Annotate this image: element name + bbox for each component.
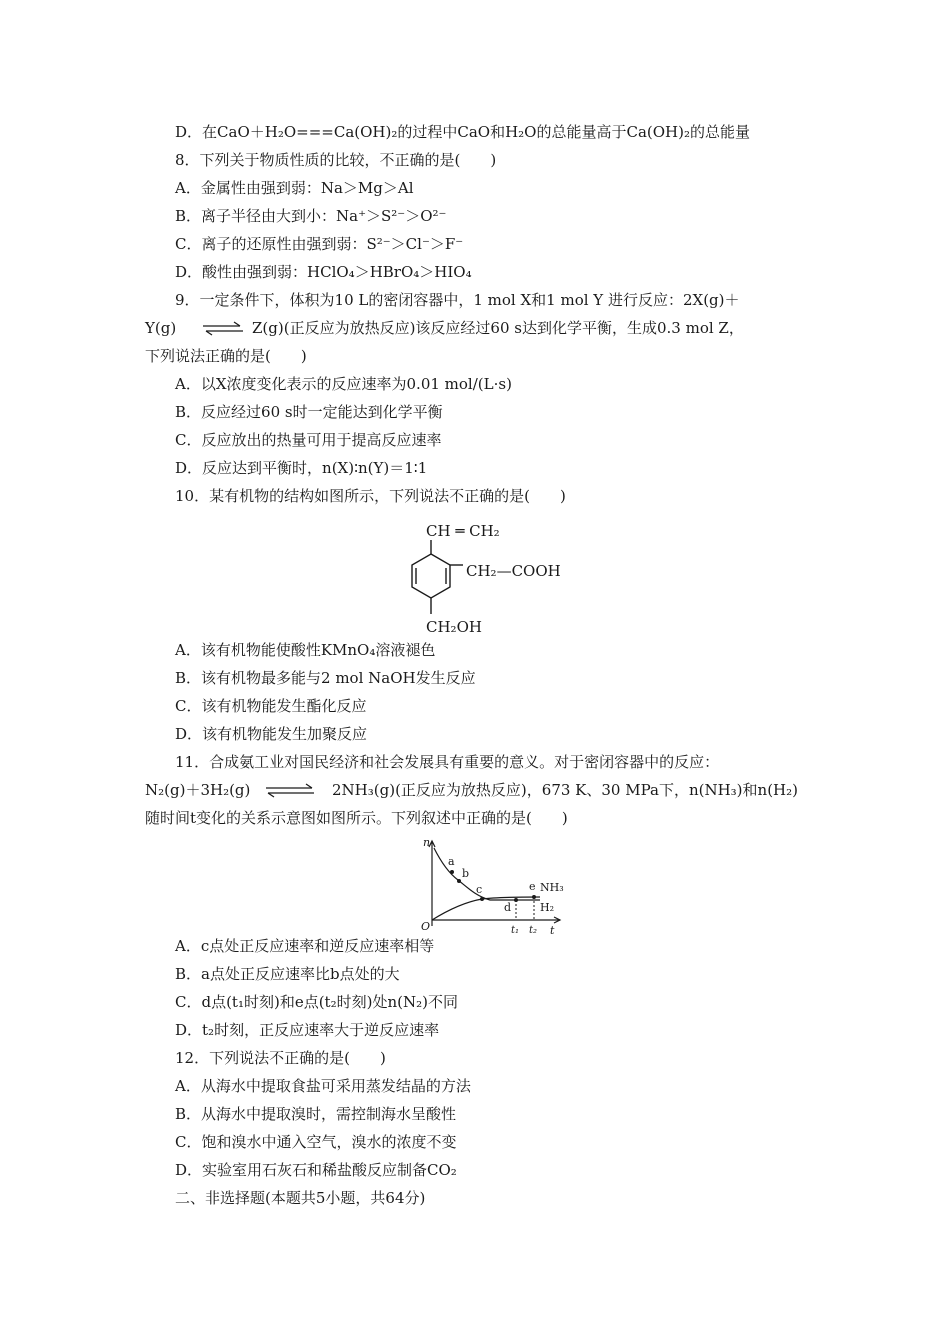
- q11-reactants: N₂(g)＋3H₂(g): [145, 781, 251, 799]
- point-b: [457, 879, 461, 883]
- x-axis-label: t: [550, 924, 555, 936]
- q9-stem-reactant: Y(g): [145, 319, 177, 337]
- section-heading: 二、非选择题(本题共5小题，共64分): [175, 1189, 426, 1207]
- point-a: [450, 870, 454, 874]
- h2-label: H₂: [540, 901, 555, 914]
- q9-stem-line2: Z(g)(正反应为放热反应)该反应经过60 s达到化学平衡，生成0.3 mol Z，: [252, 319, 744, 337]
- q11-option-a: A．c点处正反应速率和逆反应速率相等: [175, 937, 435, 955]
- nh3-label: NH₃: [540, 881, 564, 894]
- reversible-arrow-icon: [200, 320, 246, 336]
- q10-stem: 10．某有机物的结构如图所示，下列说法不正确的是( ): [175, 487, 566, 505]
- q10-option-b: B．该有机物最多能与2 mol NaOH发生反应: [175, 669, 476, 687]
- q9-option-d: D．反应达到平衡时，n(X)∶n(Y)＝1∶1: [175, 459, 428, 477]
- point-c: [480, 897, 484, 901]
- side-group-label: CH₂—COOH: [466, 562, 561, 580]
- q12-option-b: B．从海水中提取溴时，需控制海水呈酸性: [175, 1105, 457, 1123]
- q8-option-a: A．金属性由强到弱：Na＞Mg＞Al: [175, 179, 414, 197]
- q11-stem-line1: 11．合成氨工业对国民经济和社会发展具有重要的意义。对于密闭容器中的反应：: [175, 753, 720, 771]
- q11-option-b: B．a点处正反应速率比b点处的大: [175, 965, 400, 983]
- q12-stem: 12．下列说法不正确的是( ): [175, 1049, 386, 1067]
- point-b-label: b: [462, 867, 470, 880]
- q9-stem-line1: 9．一定条件下，体积为10 L的密闭容器中，1 mol X和1 mol Y 进行反应：2X(g)＋: [175, 291, 740, 309]
- reversible-arrow-icon: [262, 782, 318, 798]
- origin-label: O: [421, 920, 431, 933]
- q8-option-c: C．离子的还原性由强到弱：S²⁻＞Cl⁻＞F⁻: [175, 235, 464, 253]
- point-c-label: c: [476, 883, 483, 896]
- q8-option-b: B．离子半径由大到小：Na⁺＞S²⁻＞O²⁻: [175, 207, 447, 225]
- q9-option-c: C．反应放出的热量可用于提高反应速率: [175, 431, 442, 449]
- q7-option-d: D．在CaO＋H₂O===Ca(OH)₂的过程中CaO和H₂O的总能量高于Ca(OH)₂的总能量: [175, 123, 750, 141]
- q11-option-d: D．t₂时刻，正反应速率大于逆反应速率: [175, 1021, 440, 1039]
- point-e-label: e: [529, 880, 536, 893]
- q9-option-b: B．反应经过60 s时一定能达到化学平衡: [175, 403, 443, 421]
- q9-stem-line3: 下列说法正确的是( ): [145, 347, 307, 365]
- q10-option-d: D．该有机物能发生加聚反应: [175, 725, 368, 743]
- q11-option-c: C．d点(t₁时刻)和e点(t₂时刻)处n(N₂)不同: [175, 993, 458, 1011]
- q11-stem-line2: 2NH₃(g)(正反应为放热反应)，673 K、30 MPa下，n(NH₃)和n(H₂): [332, 781, 798, 799]
- n-t-graph: [420, 836, 570, 936]
- q12-option-d: D．实验室用石灰石和稀盐酸反应制备CO₂: [175, 1161, 457, 1179]
- q8-stem: 8．下列关于物质性质的比较，不正确的是( ): [175, 151, 497, 169]
- q10-option-a: A．该有机物能使酸性KMnO₄溶液褪色: [175, 641, 436, 659]
- q9-option-a: A．以X浓度变化表示的反应速率为0.01 mol/(L·s): [175, 375, 512, 393]
- q8-option-d: D．酸性由强到弱：HClO₄＞HBrO₄＞HIO₄: [175, 263, 472, 281]
- structural-formula: [400, 518, 600, 640]
- point-d-label: d: [504, 901, 512, 914]
- t2-label: t₂: [529, 925, 538, 936]
- q12-option-a: A．从海水中提取食盐可采用蒸发结晶的方法: [175, 1077, 471, 1095]
- bottom-group-label: CH₂OH: [426, 618, 482, 636]
- t1-label: t₁: [511, 925, 520, 936]
- q11-stem-line3: 随时间t变化的关系示意图如图所示。下列叙述中正确的是( ): [145, 809, 568, 827]
- q10-option-c: C．该有机物能发生酯化反应: [175, 697, 367, 715]
- point-a-label: a: [448, 855, 455, 868]
- y-axis-label: n: [423, 836, 431, 849]
- q12-option-c: C．饱和溴水中通入空气，溴水的浓度不变: [175, 1133, 457, 1151]
- top-group-label: CH ═ CH₂: [426, 522, 500, 540]
